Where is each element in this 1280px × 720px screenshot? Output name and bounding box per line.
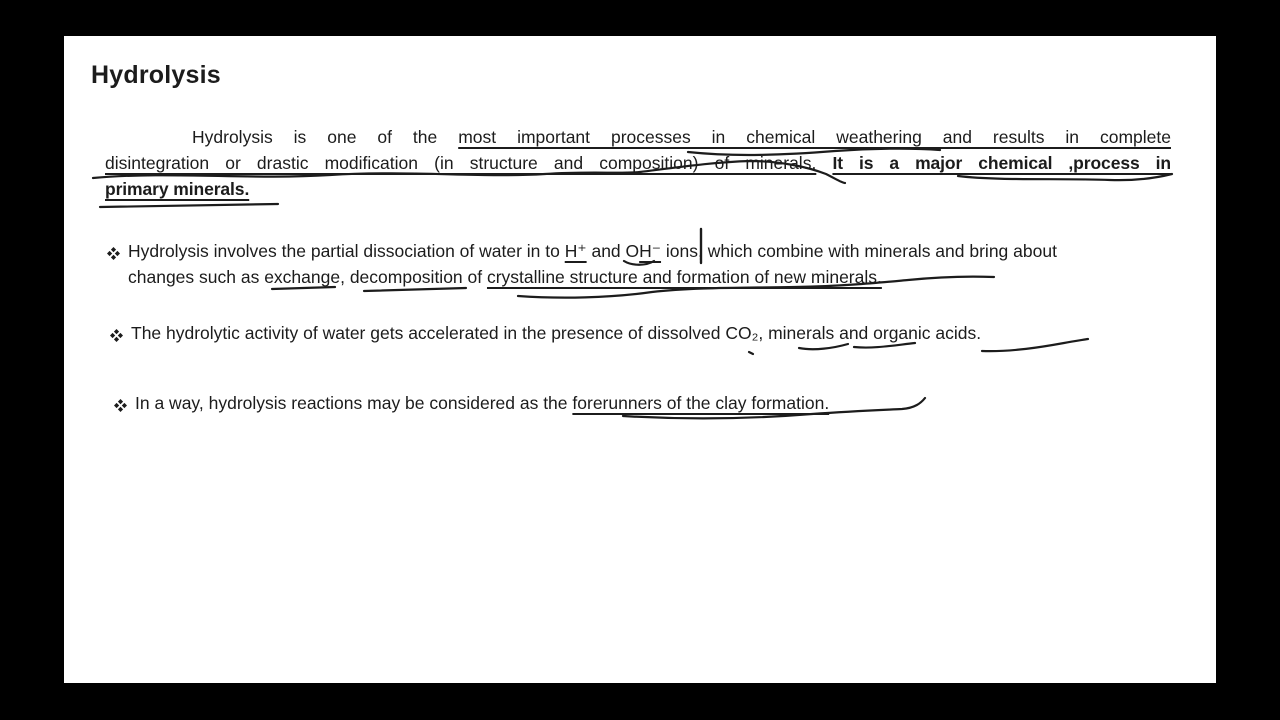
slide-canvas <box>64 36 1216 683</box>
bullet-text <box>128 238 1057 290</box>
text-line <box>128 264 1057 290</box>
bullet-item-hydrolytic-activity <box>110 320 981 347</box>
slide-title: Hydrolysis <box>91 61 221 89</box>
text-line <box>105 150 1171 176</box>
text-segment: It is a major chemical ,process in <box>832 153 1171 173</box>
text-line <box>135 390 829 416</box>
text-segment <box>816 153 832 173</box>
text-line <box>128 238 1057 264</box>
text-segment: changes such as exchange, decomposition of <box>128 267 487 287</box>
text-segment: Hydrolysis is one of the <box>192 127 459 147</box>
bullet-text <box>135 390 829 417</box>
text-segment: In a way, hydrolysis reactions may be considered as the <box>135 393 573 413</box>
text-line <box>131 320 981 346</box>
text-segment: Hydrolysis involves the partial dissociation of water in to <box>128 241 565 261</box>
black-four-diamond-icon <box>114 390 135 417</box>
text-segment: and O <box>586 241 640 261</box>
black-four-diamond-icon <box>107 238 128 290</box>
text-segment: crystalline structure and formation of new minerals. <box>486 267 882 287</box>
text-segment: ions, which combine with minerals and bring about <box>661 241 1057 261</box>
text-line <box>105 124 1171 150</box>
text-segment: most important processes in chemical weathering and results in complete <box>458 127 1171 147</box>
black-four-diamond-icon <box>110 320 131 347</box>
bullet-text <box>131 320 981 347</box>
text-segment: forerunners of the clay formation. <box>572 393 830 413</box>
text-segment: The hydrolytic activity of water gets accelerated in the presence of dissolved CO₂, minerals and organic acids. <box>131 323 982 343</box>
text-segment: primary minerals. <box>105 179 250 199</box>
intro-paragraph <box>105 124 1171 202</box>
text-segment: H⁻ <box>639 241 662 261</box>
text-segment: H⁺ <box>564 241 587 261</box>
bullet-item-dissociation <box>107 238 1057 290</box>
bullet-item-clay-formation <box>114 390 829 417</box>
text-line <box>105 176 1171 202</box>
text-segment: disintegration or drastic modification (in structure and composition) of minerals. <box>105 153 817 173</box>
